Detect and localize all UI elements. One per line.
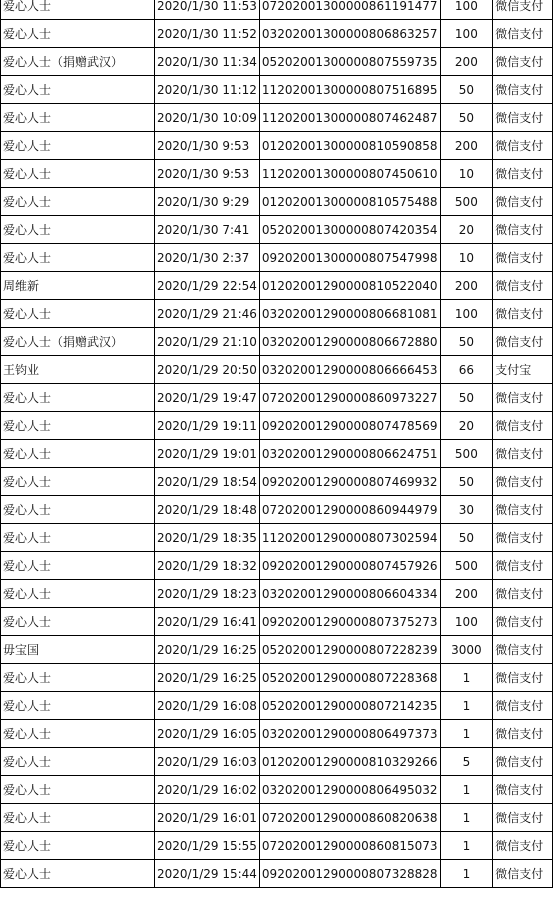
order-number-cell: 03202001300000806863257 <box>259 20 440 48</box>
table-row <box>1 580 553 608</box>
donor-name-cell: 爱心人士 <box>1 0 155 20</box>
donation-time-cell: 2020/1/30 11:52 <box>154 20 259 48</box>
payment-method-cell: 微信支付 <box>493 48 553 76</box>
table-row <box>1 440 553 468</box>
amount-cell: 50 <box>440 76 493 104</box>
donor-name-cell: 爱心人士 <box>1 244 155 272</box>
payment-method-cell: 支付宝 <box>493 356 553 384</box>
donor-name-cell: 爱心人士 <box>1 412 155 440</box>
donation-time-cell: 2020/1/29 18:23 <box>154 580 259 608</box>
donor-name-cell: 爱心人士 <box>1 216 155 244</box>
payment-method-cell: 微信支付 <box>493 20 553 48</box>
donation-time-cell: 2020/1/29 16:02 <box>154 776 259 804</box>
donation-time-cell: 2020/1/29 18:35 <box>154 524 259 552</box>
amount-cell: 200 <box>440 48 493 76</box>
donation-time-cell: 2020/1/29 18:54 <box>154 468 259 496</box>
donation-time-cell: 2020/1/29 16:01 <box>154 804 259 832</box>
order-number-cell: 05202001290000807214235 <box>259 692 440 720</box>
amount-cell: 100 <box>440 0 493 20</box>
payment-method-cell: 微信支付 <box>493 76 553 104</box>
table-row <box>1 104 553 132</box>
donation-time-cell: 2020/1/30 11:34 <box>154 48 259 76</box>
order-number-cell: 07202001290000860944979 <box>259 496 440 524</box>
order-number-cell: 11202001300000807462487 <box>259 104 440 132</box>
table-row <box>1 384 553 412</box>
donation-time-cell: 2020/1/30 7:41 <box>154 216 259 244</box>
amount-cell: 66 <box>440 356 493 384</box>
payment-method-cell: 微信支付 <box>493 272 553 300</box>
table-row <box>1 0 553 20</box>
payment-method-cell: 微信支付 <box>493 0 553 20</box>
payment-method-cell: 微信支付 <box>493 188 553 216</box>
donation-time-cell: 2020/1/29 16:05 <box>154 720 259 748</box>
table-row <box>1 160 553 188</box>
donation-time-cell: 2020/1/29 21:10 <box>154 328 259 356</box>
donor-name-cell: 爱心人士 <box>1 468 155 496</box>
donation-time-cell: 2020/1/30 9:29 <box>154 188 259 216</box>
payment-method-cell: 微信支付 <box>493 580 553 608</box>
order-number-cell: 05202001300000807559735 <box>259 48 440 76</box>
order-number-cell: 09202001290000807469932 <box>259 468 440 496</box>
table-row <box>1 720 553 748</box>
donor-name-cell: 爱心人士 <box>1 860 155 888</box>
amount-cell: 500 <box>440 440 493 468</box>
table-row <box>1 748 553 776</box>
table-row <box>1 552 553 580</box>
amount-cell: 100 <box>440 300 493 328</box>
donor-name-cell: 爱心人士 <box>1 804 155 832</box>
amount-cell: 200 <box>440 272 493 300</box>
order-number-cell: 09202001290000807375273 <box>259 608 440 636</box>
amount-cell: 20 <box>440 412 493 440</box>
table-row <box>1 300 553 328</box>
donor-name-cell: 爱心人士 <box>1 776 155 804</box>
payment-method-cell: 微信支付 <box>493 608 553 636</box>
amount-cell: 1 <box>440 692 493 720</box>
table-row <box>1 244 553 272</box>
table-row <box>1 692 553 720</box>
payment-method-cell: 微信支付 <box>493 104 553 132</box>
payment-method-cell: 微信支付 <box>493 748 553 776</box>
donation-time-cell: 2020/1/29 22:54 <box>154 272 259 300</box>
donor-name-cell: 爱心人士 <box>1 664 155 692</box>
amount-cell: 200 <box>440 132 493 160</box>
donation-time-cell: 2020/1/29 16:41 <box>154 608 259 636</box>
order-number-cell: 03202001290000806495032 <box>259 776 440 804</box>
table-row <box>1 664 553 692</box>
donation-time-cell: 2020/1/29 21:46 <box>154 300 259 328</box>
donor-name-cell: 爱心人士 <box>1 552 155 580</box>
table-row <box>1 412 553 440</box>
payment-method-cell: 微信支付 <box>493 552 553 580</box>
order-number-cell: 09202001300000807547998 <box>259 244 440 272</box>
amount-cell: 100 <box>440 608 493 636</box>
donation-time-cell: 2020/1/30 9:53 <box>154 160 259 188</box>
table-row <box>1 188 553 216</box>
amount-cell: 1 <box>440 720 493 748</box>
donation-time-cell: 2020/1/29 16:08 <box>154 692 259 720</box>
order-number-cell: 01202001290000810522040 <box>259 272 440 300</box>
donation-time-cell: 2020/1/30 11:53 <box>154 0 259 20</box>
donation-rows <box>1 0 553 888</box>
amount-cell: 1 <box>440 664 493 692</box>
order-number-cell: 07202001290000860820638 <box>259 804 440 832</box>
table-row <box>1 608 553 636</box>
donor-name-cell: 爱心人士 <box>1 76 155 104</box>
order-number-cell: 01202001300000810590858 <box>259 132 440 160</box>
amount-cell: 5 <box>440 748 493 776</box>
amount-cell: 100 <box>440 20 493 48</box>
order-number-cell: 09202001290000807457926 <box>259 552 440 580</box>
table-row <box>1 216 553 244</box>
payment-method-cell: 微信支付 <box>493 384 553 412</box>
table-row <box>1 860 553 888</box>
amount-cell: 500 <box>440 552 493 580</box>
payment-method-cell: 微信支付 <box>493 216 553 244</box>
amount-cell: 1 <box>440 776 493 804</box>
payment-method-cell: 微信支付 <box>493 412 553 440</box>
donation-time-cell: 2020/1/29 19:01 <box>154 440 259 468</box>
donor-name-cell: 爱心人士 <box>1 160 155 188</box>
donor-name-cell: 爱心人士 <box>1 20 155 48</box>
order-number-cell: 07202001290000860815073 <box>259 832 440 860</box>
amount-cell: 20 <box>440 216 493 244</box>
table-row <box>1 468 553 496</box>
donor-name-cell: 爱心人士 <box>1 608 155 636</box>
payment-method-cell: 微信支付 <box>493 860 553 888</box>
donation-time-cell: 2020/1/30 11:12 <box>154 76 259 104</box>
donor-name-cell: 爱心人士 <box>1 832 155 860</box>
donor-name-cell: 爱心人士（捐赠武汉） <box>1 328 155 356</box>
order-number-cell: 03202001290000806604334 <box>259 580 440 608</box>
table-row <box>1 524 553 552</box>
order-number-cell: 03202001290000806681081 <box>259 300 440 328</box>
order-number-cell: 03202001290000806672880 <box>259 328 440 356</box>
order-number-cell: 05202001290000807228239 <box>259 636 440 664</box>
donor-name-cell: 爱心人士 <box>1 580 155 608</box>
amount-cell: 500 <box>440 188 493 216</box>
payment-method-cell: 微信支付 <box>493 692 553 720</box>
table-row <box>1 804 553 832</box>
payment-method-cell: 微信支付 <box>493 440 553 468</box>
donation-time-cell: 2020/1/29 18:32 <box>154 552 259 580</box>
payment-method-cell: 微信支付 <box>493 132 553 160</box>
order-number-cell: 05202001290000807228368 <box>259 664 440 692</box>
table-row <box>1 272 553 300</box>
table-row <box>1 636 553 664</box>
amount-cell: 1 <box>440 832 493 860</box>
payment-method-cell: 微信支付 <box>493 468 553 496</box>
order-number-cell: 09202001290000807328828 <box>259 860 440 888</box>
payment-method-cell: 微信支付 <box>493 160 553 188</box>
order-number-cell: 11202001290000807302594 <box>259 524 440 552</box>
payment-method-cell: 微信支付 <box>493 524 553 552</box>
payment-method-cell: 微信支付 <box>493 720 553 748</box>
donor-name-cell: 爱心人士（捐赠武汉） <box>1 48 155 76</box>
amount-cell: 10 <box>440 244 493 272</box>
table-row <box>1 496 553 524</box>
payment-method-cell: 微信支付 <box>493 636 553 664</box>
table-row <box>1 76 553 104</box>
payment-method-cell: 微信支付 <box>493 328 553 356</box>
donation-time-cell: 2020/1/29 20:50 <box>154 356 259 384</box>
donation-time-cell: 2020/1/30 9:53 <box>154 132 259 160</box>
amount-cell: 50 <box>440 328 493 356</box>
payment-method-cell: 微信支付 <box>493 832 553 860</box>
donation-time-cell: 2020/1/29 18:48 <box>154 496 259 524</box>
donation-time-cell: 2020/1/29 15:55 <box>154 832 259 860</box>
donor-name-cell: 毋宝国 <box>1 636 155 664</box>
order-number-cell: 01202001300000810575488 <box>259 188 440 216</box>
amount-cell: 50 <box>440 524 493 552</box>
order-number-cell: 03202001290000806666453 <box>259 356 440 384</box>
donor-name-cell: 爱心人士 <box>1 104 155 132</box>
donor-name-cell: 爱心人士 <box>1 748 155 776</box>
amount-cell: 200 <box>440 580 493 608</box>
table-row <box>1 356 553 384</box>
order-number-cell: 07202001300000861191477 <box>259 0 440 20</box>
payment-method-cell: 微信支付 <box>493 300 553 328</box>
amount-cell: 3000 <box>440 636 493 664</box>
table-row <box>1 48 553 76</box>
table-row <box>1 328 553 356</box>
order-number-cell: 03202001290000806497373 <box>259 720 440 748</box>
table-row <box>1 832 553 860</box>
table-row <box>1 132 553 160</box>
order-number-cell: 11202001300000807450610 <box>259 160 440 188</box>
donation-time-cell: 2020/1/29 19:11 <box>154 412 259 440</box>
amount-cell: 50 <box>440 104 493 132</box>
order-number-cell: 01202001290000810329266 <box>259 748 440 776</box>
order-number-cell: 09202001290000807478569 <box>259 412 440 440</box>
donor-name-cell: 爱心人士 <box>1 524 155 552</box>
amount-cell: 50 <box>440 468 493 496</box>
amount-cell: 10 <box>440 160 493 188</box>
order-number-cell: 03202001290000806624751 <box>259 440 440 468</box>
order-number-cell: 05202001300000807420354 <box>259 216 440 244</box>
payment-method-cell: 微信支付 <box>493 804 553 832</box>
donation-time-cell: 2020/1/29 16:25 <box>154 664 259 692</box>
donor-name-cell: 周维新 <box>1 272 155 300</box>
amount-cell: 1 <box>440 804 493 832</box>
order-number-cell: 11202001300000807516895 <box>259 76 440 104</box>
donation-time-cell: 2020/1/29 16:25 <box>154 636 259 664</box>
payment-method-cell: 微信支付 <box>493 244 553 272</box>
donor-name-cell: 王钧业 <box>1 356 155 384</box>
donor-name-cell: 爱心人士 <box>1 132 155 160</box>
donor-name-cell: 爱心人士 <box>1 440 155 468</box>
donor-name-cell: 爱心人士 <box>1 692 155 720</box>
donation-time-cell: 2020/1/29 15:44 <box>154 860 259 888</box>
payment-method-cell: 微信支付 <box>493 776 553 804</box>
donation-time-cell: 2020/1/30 2:37 <box>154 244 259 272</box>
table-row <box>1 776 553 804</box>
donor-name-cell: 爱心人士 <box>1 384 155 412</box>
payment-method-cell: 微信支付 <box>493 664 553 692</box>
amount-cell: 30 <box>440 496 493 524</box>
amount-cell: 1 <box>440 860 493 888</box>
donor-name-cell: 爱心人士 <box>1 300 155 328</box>
donor-name-cell: 爱心人士 <box>1 720 155 748</box>
donor-name-cell: 爱心人士 <box>1 496 155 524</box>
table-row <box>1 20 553 48</box>
donor-name-cell: 爱心人士 <box>1 188 155 216</box>
payment-method-cell: 微信支付 <box>493 496 553 524</box>
donation-time-cell: 2020/1/29 16:03 <box>154 748 259 776</box>
donation-time-cell: 2020/1/30 10:09 <box>154 104 259 132</box>
donation-time-cell: 2020/1/29 19:47 <box>154 384 259 412</box>
order-number-cell: 07202001290000860973227 <box>259 384 440 412</box>
amount-cell: 50 <box>440 384 493 412</box>
